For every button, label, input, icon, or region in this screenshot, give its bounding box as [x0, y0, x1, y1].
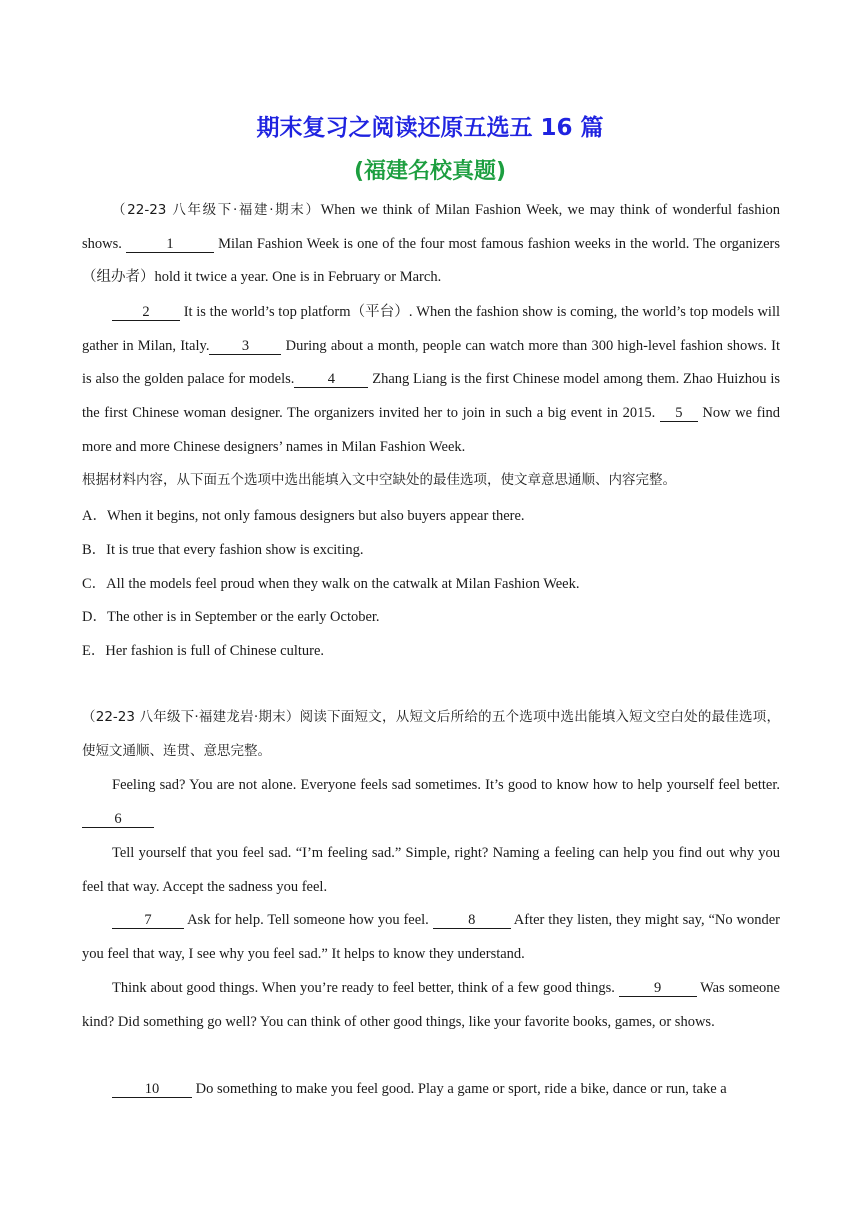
page-subtitle: (福建名校真题) — [353, 159, 507, 184]
passage2-text4a: Think about good things. When you’re ready to feel better, think of a few good things. — [112, 980, 619, 996]
passage2-paragraph5 — [82, 1073, 780, 1107]
passage1-instruction: 根据材料内容，从下面五个选项中选出能填入文中空缺处的最佳选项，使文章意思通顺、内容完整。 — [82, 472, 676, 488]
passage1-paragraph1 — [82, 194, 780, 295]
passage1-text3: It is the world’s top platform（平台）. When the fashion show is coming, the world’s top models will gather in Milan, Italy. — [82, 304, 780, 354]
option-e: E．Her fashion is full of Chinese culture. — [82, 643, 325, 659]
blank-3: 3 — [209, 338, 281, 355]
blank-1: 1 — [126, 236, 214, 253]
passage2-paragraph3 — [82, 904, 780, 971]
blank-10: 10 — [112, 1081, 192, 1098]
option-b: B．It is true that every fashion show is exciting. — [82, 542, 364, 558]
passage1-text1: When we think of Milan Fashion Week, we may think of wonderful fashion shows. — [82, 202, 780, 252]
passage2-text4b: Was someone kind? Did something go well? You can think of other good things, like your favorite books, games, or shows. — [82, 980, 780, 1030]
blank-4: 4 — [294, 371, 368, 388]
passage1-text4: During about a month, people can watch more than 300 high-level fashion shows. It is also the golden palace for models. — [82, 337, 780, 388]
blank-5: 5 — [660, 405, 698, 422]
passage2-intro: （22-23 八年级下·福建龙岩·期末）阅读下面短文，从短文后所给的五个选项中选出能填入短文空白处的最佳选项，使短文通顺、连贯、意思完整。 — [82, 709, 780, 759]
passage1-text6: Now we find more and more Chinese designers’ names in Milan Fashion Week. — [82, 405, 780, 455]
passage2-paragraph1 — [82, 769, 780, 836]
passage2-paragraph2: Tell yourself that you feel sad. “I’m feeling sad.” Simple, right? Naming a feeling can help you find out why you feel that way. Accept the sadness you feel. — [82, 845, 780, 895]
passage2-text1: Feeling sad? You are not alone. Everyone feels sad sometimes. It’s good to know how to help yourself feel better. — [112, 777, 780, 793]
blank-8: 8 — [433, 912, 511, 929]
blank-9: 9 — [619, 980, 697, 997]
option-d: D．The other is in September or the early October. — [82, 609, 380, 625]
passage1-source: （22-23 八年级下·福建·期末） — [112, 202, 321, 218]
blank-7: 7 — [112, 912, 184, 929]
option-a: A．When it begins, not only famous designers but also buyers appear there. — [82, 508, 525, 524]
blank-6: 6 — [82, 811, 154, 828]
passage1-text5: Zhang Liang is the first Chinese model among them. Zhao Huizhou is the first Chinese woman designer. The organizers invited her to join in such a big event in 2015. — [82, 371, 780, 422]
passage2-text3b: After they listen, they might say, “No wonder you feel that way, I see why you feel sad.” It helps to know they understand. — [82, 912, 780, 962]
option-c: C．All the models feel proud when they walk on the catwalk at Milan Fashion Week. — [82, 576, 580, 592]
passage2-paragraph4 — [82, 972, 780, 1039]
blank-2: 2 — [112, 304, 180, 321]
passage1-paragraph2 — [82, 296, 780, 465]
passage2-text5: Do something to make you feel good. Play a game or sport, ride a bike, dance or run, take a — [192, 1081, 727, 1097]
page-title: 期末复习之阅读还原五选五 16 篇 — [256, 115, 604, 141]
passage1-text2: Milan Fashion Week is one of the four most famous fashion weeks in the world. The organizers（组办者）hold it twice a year. One is in February or March. — [82, 235, 780, 286]
passage2-text3a: Ask for help. Tell someone how you feel. — [184, 912, 433, 928]
